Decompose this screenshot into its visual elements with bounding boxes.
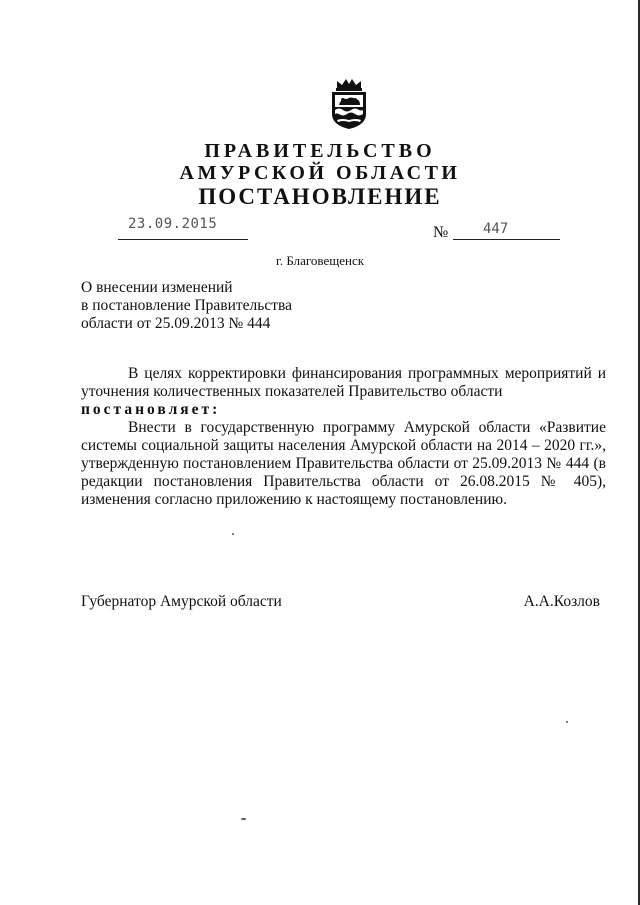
number-underline: [453, 239, 560, 240]
preamble-paragraph: В целях корректировки финансирования программных мероприятий и уточнения количественных показателей Правительство области: [81, 365, 606, 400]
decree-word: постановляет:: [81, 401, 221, 418]
amur-oblast-coat-of-arms-icon: [327, 78, 371, 130]
scan-speck: [241, 818, 246, 820]
document-subject: [81, 279, 341, 333]
signatory-title: Губернатор Амурской области: [81, 593, 282, 610]
subject-line: в постановление Правительства: [81, 297, 293, 314]
document-type-title: ПОСТАНОВЛЕНИЕ: [198, 184, 442, 209]
scan-speck: [566, 721, 568, 723]
decision-paragraph: Внести в государственную программу Амурской области «Развитие системы социальной защиты населения Амурской области на 2014 – 2020 гг.», утвержденную постановлением Правительства области от 25.09.2013 № 444 (в редакции постановления Правительства области от 26.08.2015 № 405), изменения согласно приложению к настоящему постановлению.: [81, 419, 606, 508]
document-date: 23.09.2015: [128, 216, 218, 232]
date-underline: [118, 239, 248, 240]
signatory-name: А.А.Козлов: [523, 593, 600, 610]
subject-line: области от 25.09.2013 № 444: [81, 315, 271, 332]
scan-speck: [232, 533, 234, 535]
city-name: г. Благовещенск: [275, 253, 365, 268]
government-title: ПРАВИТЕЛЬСТВО: [204, 140, 436, 162]
document-number: 447: [483, 221, 509, 237]
decree-word-paragraph: [81, 401, 606, 419]
subject-line: О внесении изменений: [81, 279, 233, 296]
document-body: [81, 365, 606, 509]
document-number-label: №: [433, 224, 449, 241]
region-title: АМУРСКОЙ ОБЛАСТИ: [179, 162, 461, 184]
